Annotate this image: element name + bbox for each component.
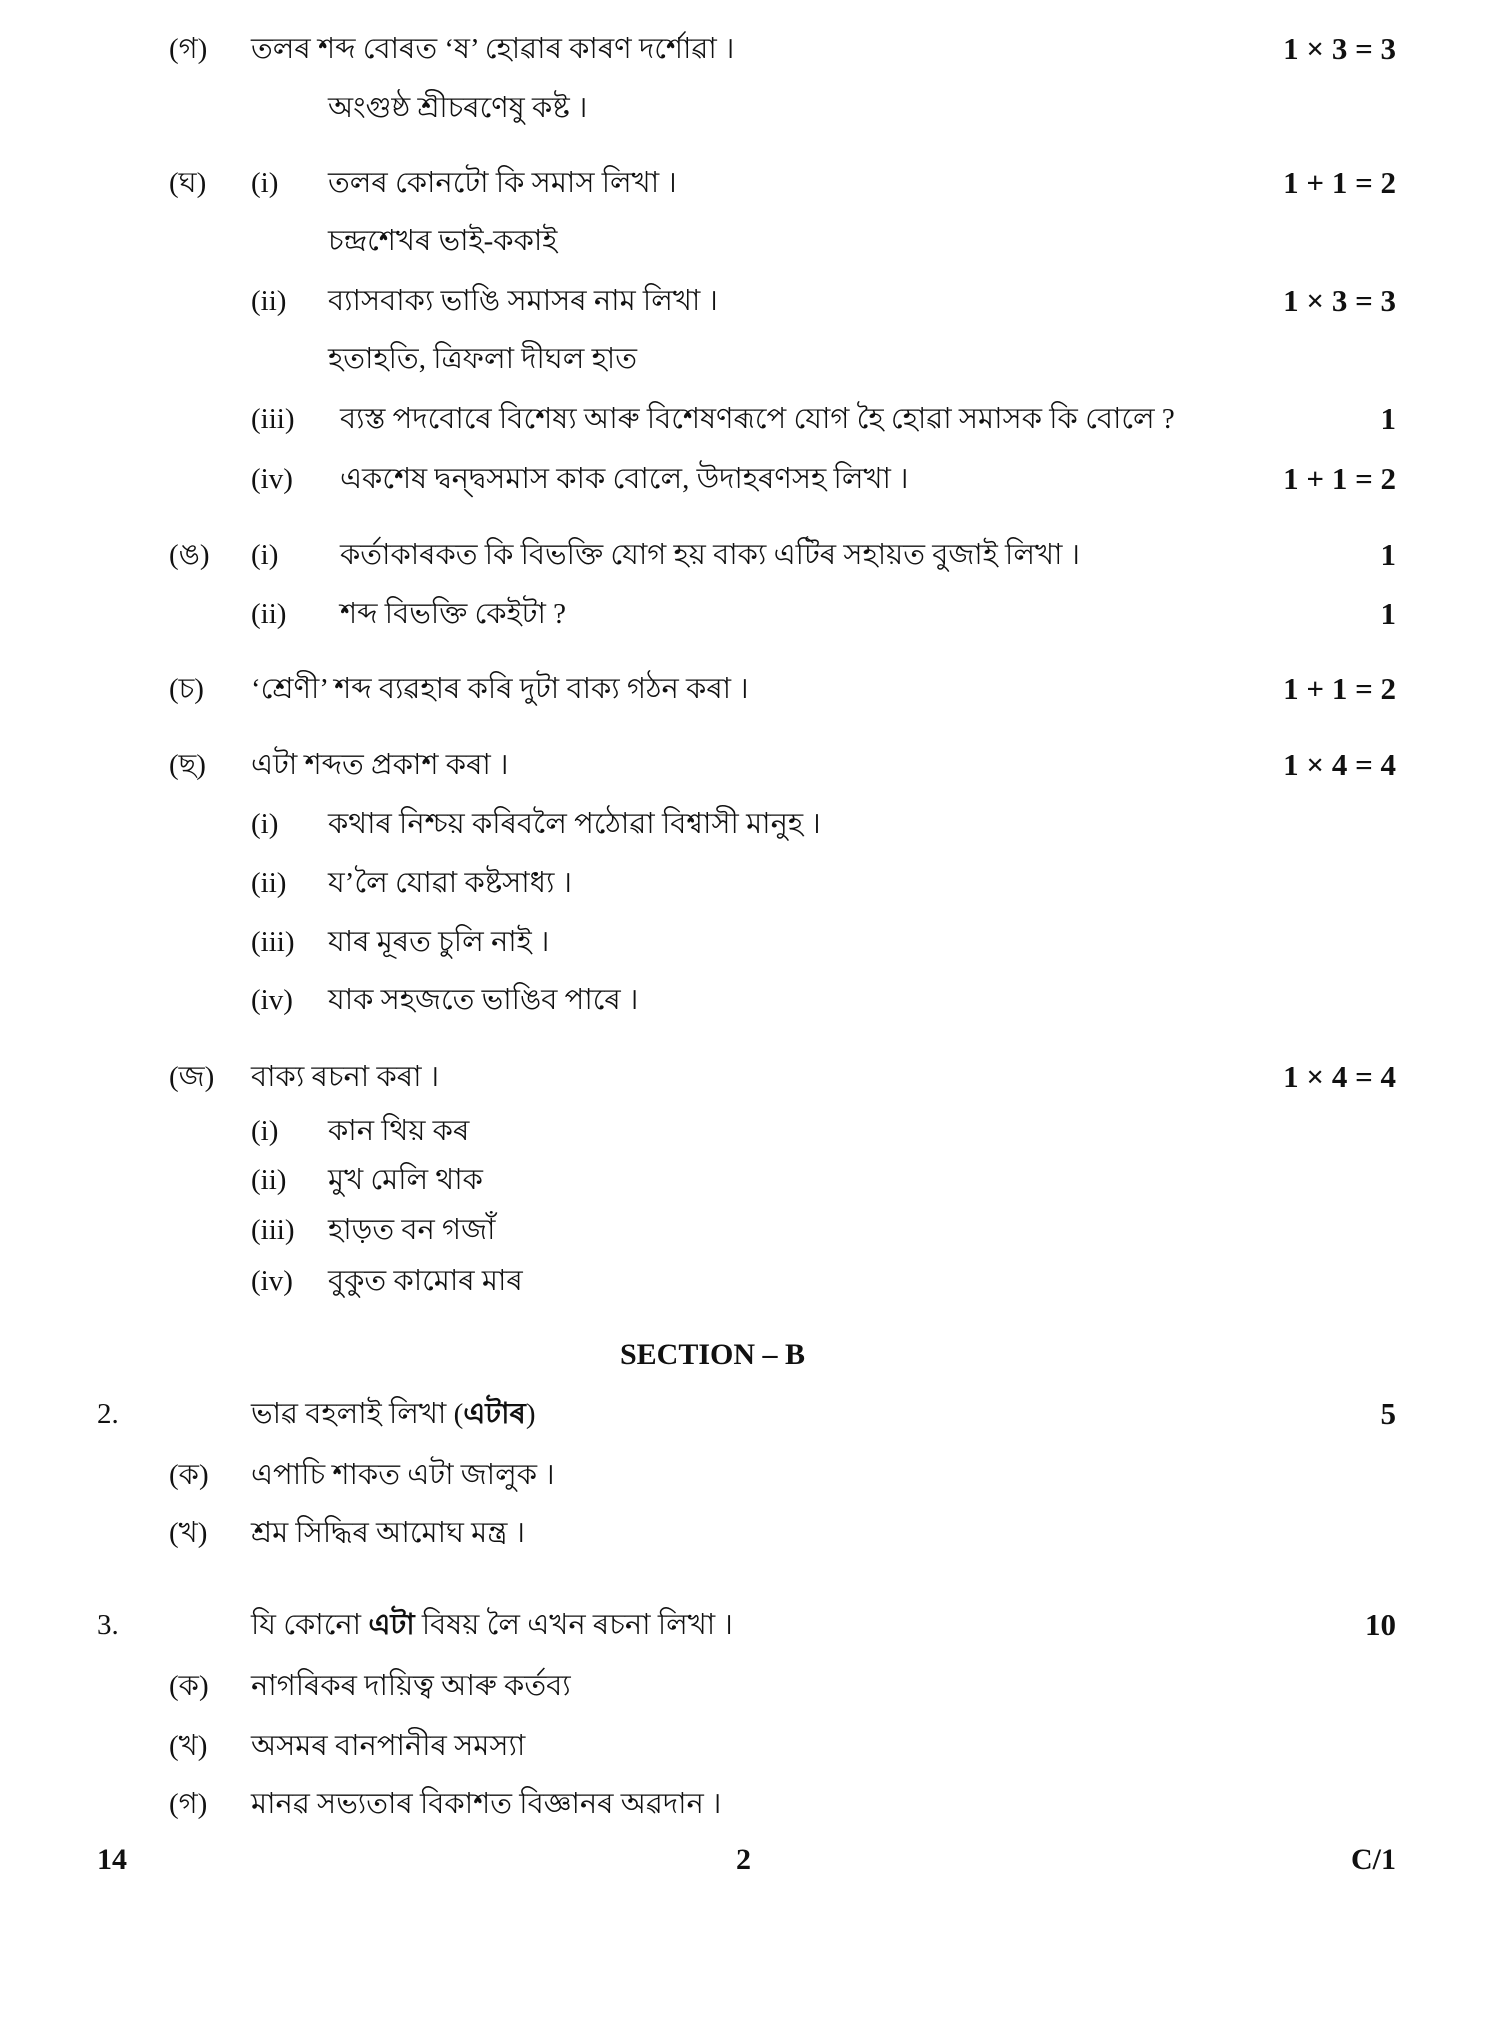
section-heading: SECTION – B — [619, 1338, 806, 1371]
question-label: (চ) — [169, 673, 204, 705]
question-text — [340, 399, 1175, 439]
marks: 1 — [1380, 596, 1396, 631]
question-line — [0, 459, 1505, 499]
question-number: 3. — [97, 1609, 119, 1641]
question-text-part: য’লৈ যোৱা কষ্টসাধ্য । — [328, 867, 572, 899]
question-text — [251, 1513, 525, 1553]
question-text — [251, 1726, 525, 1766]
question-text — [328, 863, 572, 903]
question-text — [251, 1057, 439, 1097]
question-line — [0, 745, 1505, 785]
marks: 1 × 4 = 4 — [1283, 747, 1396, 782]
marks: 1 + 1 = 2 — [1283, 671, 1396, 706]
question-line — [0, 1160, 1505, 1200]
question-line — [0, 1261, 1505, 1301]
question-label: (ক) — [169, 1670, 209, 1702]
question-text — [251, 1605, 733, 1645]
question-text — [251, 1394, 536, 1434]
emphasis-text: এটা — [368, 1609, 415, 1641]
question-text — [328, 1160, 483, 1200]
question-line — [0, 163, 1505, 203]
emphasis-text: এটাৰ — [463, 1398, 526, 1430]
question-line — [0, 88, 1505, 128]
question-label: (খ) — [169, 1517, 208, 1549]
question-text — [328, 221, 557, 261]
question-text — [328, 281, 718, 321]
question-text-part: যি কোনো — [251, 1609, 369, 1641]
question-text-part: অংগুষ্ঠ শ্ৰীচৰণেষু কষ্ট । — [328, 92, 588, 124]
question-text-part: তলৰ শব্দ বোৰত ‘ষ’ হোৱাৰ কাৰণ দৰ্শোৱা । — [251, 33, 735, 65]
question-text — [251, 29, 734, 69]
sub-question-label: (ii) — [251, 867, 287, 899]
question-line — [0, 594, 1505, 634]
question-line — [0, 535, 1505, 575]
question-text — [340, 535, 1080, 575]
question-text — [328, 922, 549, 962]
sub-question-label: (ii) — [251, 1164, 287, 1196]
question-text — [328, 804, 821, 844]
question-line — [0, 804, 1505, 844]
sub-question-label: (i) — [251, 808, 279, 840]
sub-question-label: (ii) — [251, 285, 287, 317]
question-text-part: এটা শব্দত প্ৰকাশ কৰা । — [251, 749, 509, 781]
question-line — [0, 1455, 1505, 1495]
sub-question-label: (iii) — [251, 926, 295, 958]
question-text-part: যাক সহজতে ভাঙিব পাৰে । — [328, 984, 639, 1016]
question-text-part: তলৰ কোনটো কি সমাস লিখা । — [328, 167, 677, 199]
question-label: (ঘ) — [169, 167, 207, 199]
question-text-part: শব্দ বিভক্তি কেইটা ? — [340, 598, 567, 630]
question-text — [328, 1261, 523, 1301]
sub-question-label: (iv) — [251, 984, 293, 1016]
question-text — [251, 1455, 555, 1495]
question-text-part: অসমৰ বানপানীৰ সমস্যা — [251, 1730, 526, 1762]
question-text-part: বাক্য ৰচনা কৰা । — [251, 1061, 440, 1093]
sub-question-label: (ii) — [251, 598, 287, 630]
question-text-part: মুখ মেলি থাক — [328, 1164, 483, 1196]
question-text-part: হাড়ত বন গজাঁ — [328, 1214, 496, 1246]
marks: 1 × 4 = 4 — [1283, 1059, 1396, 1094]
question-line — [0, 29, 1505, 69]
question-text-part: হতাহতি, ত্ৰিফলা দীঘল হাত — [328, 343, 637, 375]
question-text-part: ভাৱ বহলাই লিখা ( — [251, 1398, 464, 1430]
question-line — [0, 1111, 1505, 1151]
question-text-part: বুকুত কামোৰ মাৰ — [328, 1265, 523, 1297]
marks: 1 + 1 = 2 — [1283, 461, 1396, 496]
question-line — [0, 863, 1505, 903]
sub-question-label: (iii) — [251, 403, 295, 435]
question-line — [0, 1394, 1505, 1434]
question-text — [251, 669, 749, 709]
question-text-part: শ্ৰম সিদ্ধিৰ আমোঘ মন্ত্ৰ । — [251, 1517, 526, 1549]
page-number: 2 — [736, 1843, 751, 1876]
question-label: (গ) — [169, 1788, 208, 1820]
question-line — [0, 281, 1505, 321]
question-line — [0, 1210, 1505, 1250]
question-text — [251, 1784, 721, 1824]
question-label: (গ) — [169, 33, 208, 65]
question-text-part: ) — [525, 1398, 536, 1430]
sub-question-label: (iii) — [251, 1214, 295, 1246]
question-label: (ঙ) — [169, 539, 210, 571]
question-text-part: এপাচি শাকত এটা জালুক । — [251, 1459, 555, 1491]
question-text-part: কথাৰ নিশ্চয় কৰিবলৈ পঠোৱা বিশ্বাসী মানুহ । — [328, 808, 821, 840]
question-line — [0, 980, 1505, 1020]
question-text-part: ব্যাসবাক্য ভাঙি সমাসৰ নাম লিখা । — [328, 285, 718, 317]
question-text-part: যাৰ মূৰত চুলি নাই । — [328, 926, 550, 958]
sub-question-label: (i) — [251, 539, 279, 571]
question-text-part: মানৱ সভ্যতাৰ বিকাশত বিজ্ঞানৰ অৱদান । — [251, 1788, 722, 1820]
question-text — [328, 163, 677, 203]
sub-question-label: (i) — [251, 1115, 279, 1147]
question-label: (ক) — [169, 1459, 209, 1491]
question-text-part: নাগৰিকৰ দায়িত্ব আৰু কৰ্তব্য — [251, 1670, 571, 1702]
question-line — [0, 1784, 1505, 1824]
question-text — [328, 88, 587, 128]
marks: 1 × 3 = 3 — [1283, 31, 1396, 66]
question-line — [0, 1513, 1505, 1553]
question-line — [0, 399, 1505, 439]
footer-set: C/1 — [1351, 1843, 1396, 1876]
question-number: 2. — [97, 1398, 119, 1430]
question-text-part: কান থিয় কৰ — [328, 1115, 470, 1147]
question-line — [0, 1605, 1505, 1645]
question-text-part: একশেষ দ্বন্দ্বসমাস কাক বোলে, উদাহৰণসহ লিখা । — [340, 463, 909, 495]
question-text-part: ব্যস্ত পদবোৰে বিশেষ্য আৰু বিশেষণৰূপে যোগ হৈ হোৱা সমাসক কি বোলে ? — [340, 403, 1175, 435]
question-text-part: কৰ্তাকাৰকত কি বিভক্তি যোগ হয় বাক্য এটিৰ সহায়ত বুজাই লিখা । — [340, 539, 1081, 571]
question-text-part: ‘শ্ৰেণী’ শব্দ ব্যৱহাৰ কৰি দুটা বাক্য গঠন কৰা । — [251, 673, 749, 705]
question-text — [340, 594, 566, 634]
question-text — [328, 980, 638, 1020]
question-text-part: চন্দ্ৰশেখৰ ভাই-ককাই — [328, 225, 558, 257]
marks: 1 — [1380, 401, 1396, 436]
question-text — [251, 1666, 571, 1706]
question-line — [0, 1666, 1505, 1706]
question-text — [328, 1210, 495, 1250]
question-line — [0, 1726, 1505, 1766]
marks: 1 — [1380, 537, 1396, 572]
sub-question-label: (i) — [251, 167, 279, 199]
question-label: (ছ) — [169, 749, 206, 781]
sub-question-label: (iv) — [251, 463, 293, 495]
question-label: (খ) — [169, 1730, 208, 1762]
marks: 5 — [1380, 1396, 1396, 1431]
footer-code: 14 — [97, 1843, 127, 1876]
question-line — [0, 1057, 1505, 1097]
marks: 1 × 3 = 3 — [1283, 283, 1396, 318]
question-text — [251, 745, 508, 785]
marks: 1 + 1 = 2 — [1283, 165, 1396, 200]
question-line — [0, 669, 1505, 709]
question-line — [0, 221, 1505, 261]
marks: 10 — [1365, 1607, 1396, 1642]
question-text-part: বিষয় লৈ এখন ৰচনা লিখা । — [414, 1609, 733, 1641]
question-text — [328, 1111, 469, 1151]
question-text — [328, 339, 637, 379]
question-line — [0, 339, 1505, 379]
question-text — [340, 459, 909, 499]
question-label: (জ) — [169, 1061, 215, 1093]
question-line — [0, 922, 1505, 962]
sub-question-label: (iv) — [251, 1265, 293, 1297]
